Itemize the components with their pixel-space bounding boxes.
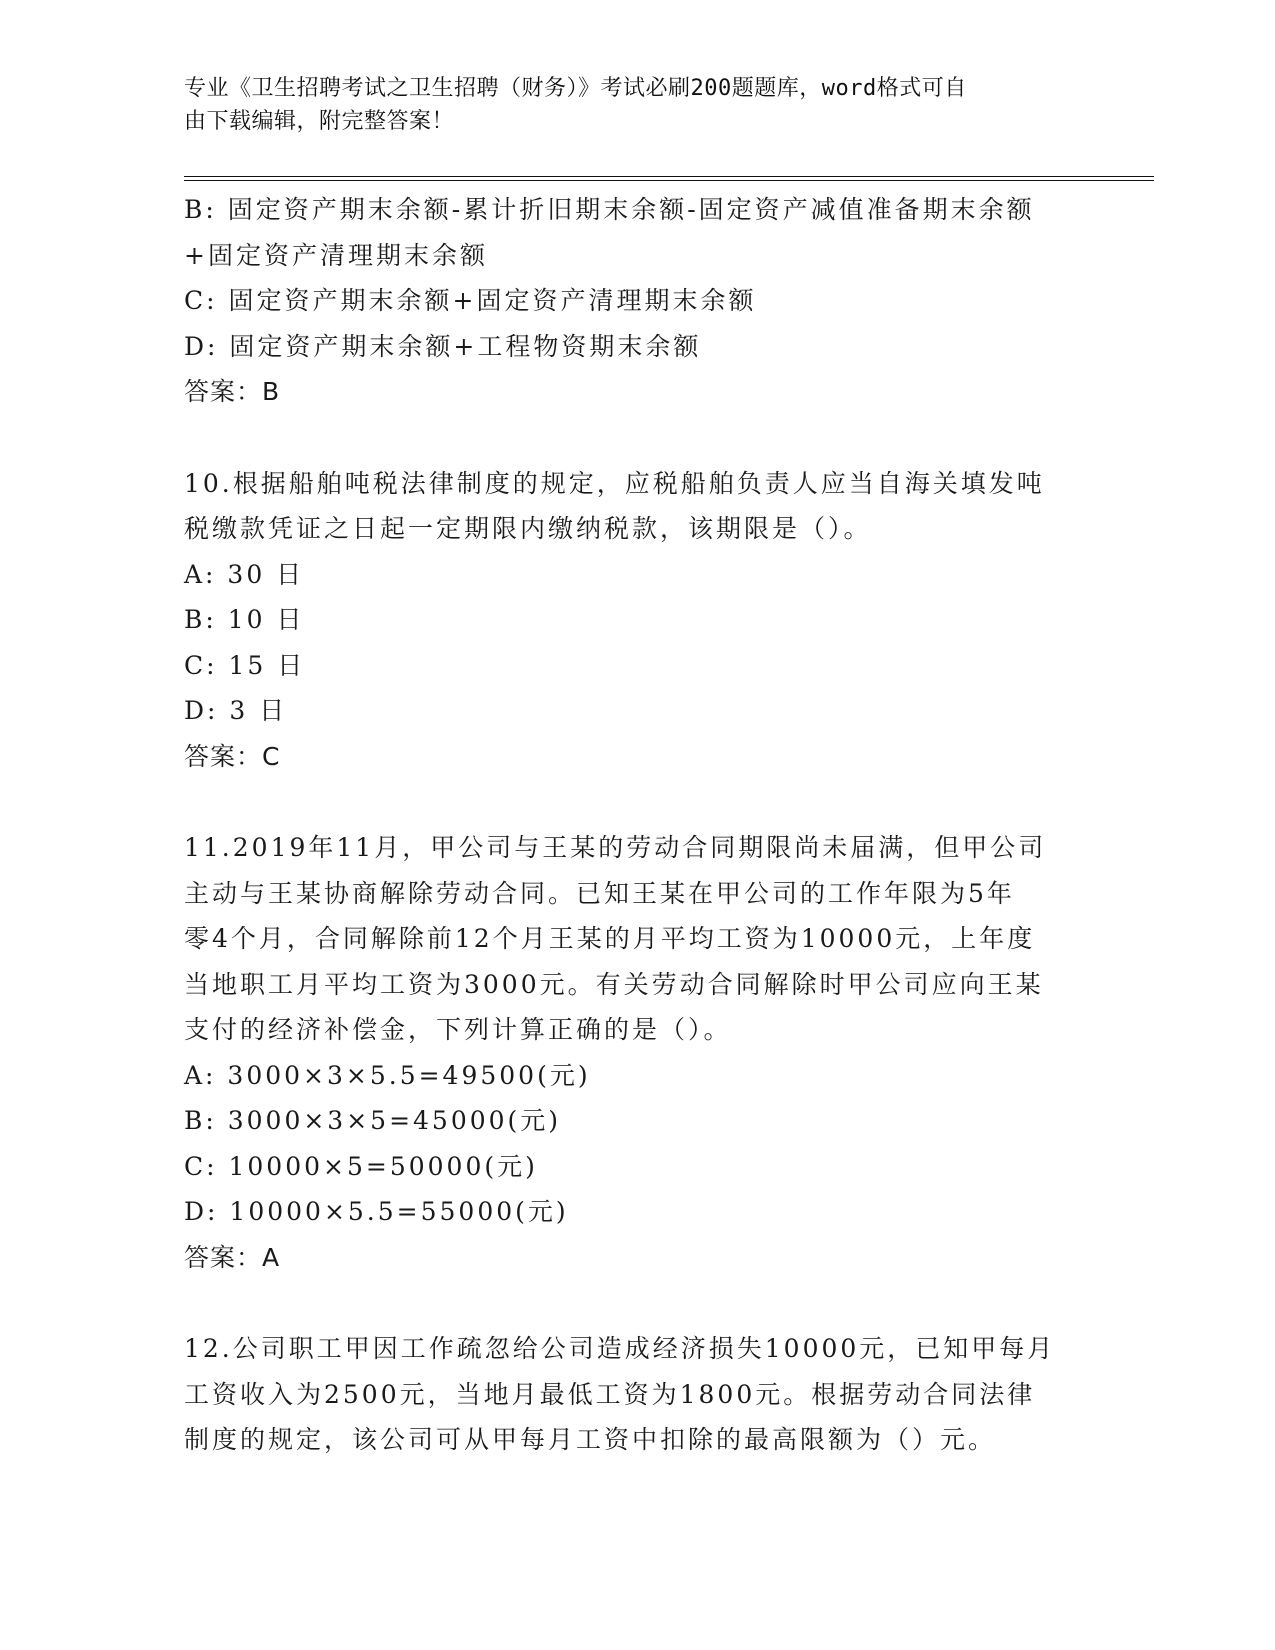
q9-option-d: D: 固定资产期末余额+工程物资期末余额 xyxy=(184,331,702,361)
q11-stem-line-2: 主动与王某协商解除劳动合同。已知王某在甲公司的工作年限为5年 xyxy=(184,878,1015,908)
header-divider xyxy=(184,176,1154,181)
spacer xyxy=(184,1280,1064,1326)
question-11 xyxy=(184,825,1064,1280)
document-header xyxy=(184,72,1064,138)
q11-stem-line-5: 支付的经济补偿金，下列计算正确的是（）。 xyxy=(184,1015,732,1044)
q10-option-c: C: 15 日 xyxy=(184,650,306,680)
q12-stem-line-2: 工资收入为2500元，当地月最低工资为1800元。根据劳动合同法律 xyxy=(184,1379,1036,1409)
q12-stem-line-3: 制度的规定，该公司可从甲每月工资中扣除的最高限额为（）元。 xyxy=(184,1425,997,1454)
q10-option-d: D: 3 日 xyxy=(184,696,288,725)
q11-option-c: C: 10000×5=50000(元) xyxy=(184,1151,538,1181)
question-9-tail xyxy=(184,187,1064,415)
q9-option-b-line-1: B: 固定资产期末余额-累计折旧期末余额-固定资产减值准备期末余额 xyxy=(184,195,1035,224)
question-list xyxy=(184,187,1064,1463)
q11-option-b: B: 3000×3×5=45000(元) xyxy=(184,1106,562,1135)
q9-option-b-line-2: +固定资产清理期末余额 xyxy=(184,240,488,270)
spacer xyxy=(184,779,1064,825)
q12-stem-line-1: 12.公司职工甲因工作疏忽给公司造成经济损失10000元，已知甲每月 xyxy=(184,1334,1056,1363)
q11-stem-line-4: 当地职工月平均工资为3000元。有关劳动合同解除时甲公司应向王某 xyxy=(184,969,1044,999)
q11-answer: 答案：A xyxy=(184,1242,281,1272)
q11-option-d: D: 10000×5.5=55000(元) xyxy=(184,1197,569,1226)
q9-option-c: C: 固定资产期末余额+固定资产清理期末余额 xyxy=(184,286,757,315)
q11-stem-line-3: 零4个月，合同解除前12个月王某的月平均工资为10000元，上年度 xyxy=(184,924,1036,953)
q9-answer: 答案：B xyxy=(184,377,281,406)
q10-stem-line-1: 10.根据船舶吨税法律制度的规定，应税船舶负责人应当自海关填发吨 xyxy=(184,468,1045,498)
header-line-2: 由下载编辑，附完整答案！ xyxy=(184,109,455,134)
spacer xyxy=(184,415,1064,461)
question-10 xyxy=(184,461,1064,780)
q10-answer: 答案：C xyxy=(184,741,281,771)
q10-stem-line-2: 税缴款凭证之日起一定期限内缴纳税款，该期限是（）。 xyxy=(184,514,872,543)
q10-option-b: B: 10 日 xyxy=(184,605,305,634)
header-line-1: 专业《卫生招聘考试之卫生招聘（财务）》考试必刷200题题库，word格式可自 xyxy=(184,76,967,101)
q11-option-a: A: 3000×3×5.5=49500(元) xyxy=(184,1060,591,1090)
q10-option-a: A: 30 日 xyxy=(184,559,305,589)
question-12 xyxy=(184,1326,1064,1463)
q11-stem-line-1: 11.2019年11月，甲公司与王某的劳动合同期限尚未届满，但甲公司 xyxy=(184,833,1047,862)
